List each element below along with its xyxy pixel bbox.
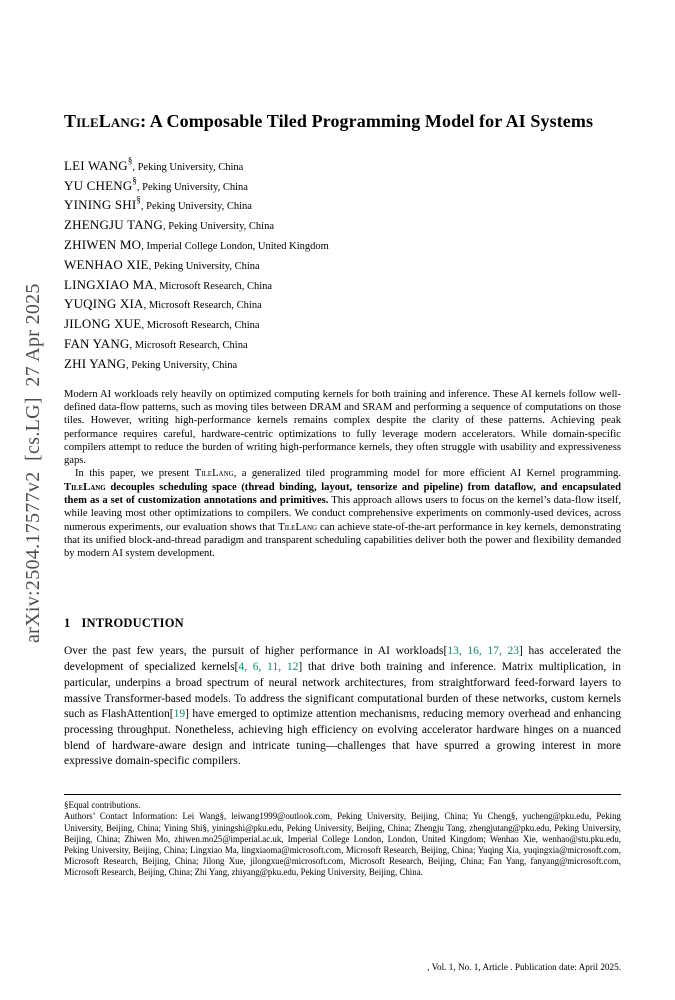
- author-mark: §: [132, 175, 137, 186]
- author-name: WENHAO XIE: [64, 256, 149, 272]
- author-row: [64, 196, 621, 216]
- tilelang-brand: TileLang: [278, 521, 318, 533]
- author-affiliation: , Microsoft Research, China: [153, 280, 273, 292]
- introduction-paragraph: [64, 644, 621, 770]
- author-row: [64, 315, 621, 335]
- text-run: ] have emerged to optimize attention mechanisms, reducing memory overhead and enhancing processing throughput. Nonetheless, achieving high efficiency on evolving accelerator hardware hinges on a nuanced blend of hardware-aware design and intricate tuning—challenges that have spurred a growing interest in more expressive domain-specific compilers.: [64, 708, 621, 768]
- abstract: [64, 388, 621, 561]
- paper-content: [64, 0, 621, 879]
- author-affiliation: , Peking University, China: [126, 359, 238, 371]
- author-name: YUQING XIA: [64, 296, 144, 312]
- text-run-bold: decouples scheduling space (thread binding, layout, tensorize and pipeline) from dataflow, and encapsulated them as a set of customization annotations and primitives.: [64, 481, 621, 506]
- author-name: LINGXIAO MA: [64, 276, 154, 292]
- author-row: [64, 177, 621, 197]
- citation-link[interactable]: 19: [173, 708, 186, 721]
- author-row: [64, 157, 621, 177]
- author-name: JILONG XUE: [64, 316, 142, 332]
- text-run: , a generalized tiled programming model for more efficient AI Kernel programming.: [233, 468, 621, 480]
- author-affiliation: , Microsoft Research, China: [143, 300, 262, 312]
- author-affiliation: , Peking University, China: [162, 221, 275, 233]
- author-row: [64, 295, 621, 315]
- citation-link[interactable]: 13, 16, 17, 23: [447, 645, 520, 658]
- text-run: This approach allows users to focus on the kernel’s data-flow itself, while leaving most other optimizations to compilers. We conduct comprehensive experiments on commonly-used devices, across numerous experiments, our evaluation shows that: [64, 495, 621, 533]
- section-heading-introduction: [64, 616, 621, 631]
- citation-link[interactable]: 4, 6, 11, 12: [238, 661, 299, 674]
- author-name: YINING SHI: [64, 197, 137, 213]
- author-name: YU CHENG: [64, 177, 133, 193]
- paper-title: [64, 110, 621, 133]
- abstract-paragraph-1: Modern AI workloads rely heavily on optimized computing kernels for both training and inference. These AI kernels follow well-defined data-flow patterns, such as moving tiles between DRAM and SRAM and performing a sequence of computations on those tiles. However, writing high-performance kernels remains complex despite the clarity of these patterns. Achieving peak performance requires careful, hardware-centric optimizations to fully leverage modern accelerators. While domain-specific compilers attempt to reduce the burden of writing high-performance kernels, they often struggle with usability and expressiveness gaps.: [64, 388, 621, 467]
- text-run: ] has accelerated the development of specialized kernels[: [64, 645, 621, 674]
- author-name: FAN YANG: [64, 336, 130, 352]
- text-run: can achieve state-of-the-art performance in key kernels, demonstrating that its unified block-and-thread paradigm and transparent scheduling capabilities deliver both the power and flexibility demanded by modern AI system development.: [64, 521, 622, 560]
- author-row: [64, 236, 621, 256]
- author-row: [64, 216, 621, 236]
- author-row: [64, 256, 621, 276]
- authors-contact-info: Authors’ Contact Information: Lei Wang§, leiwang1999@outlook.com, Peking University, Beijing, China; Yu Cheng§, yucheng@pku.edu, Peking University, Beijing, China; Yining Shi§, yiningshi@pku.edu, Peking University, Beijing, China; Zhengju Tang, zhengjutang@pku.edu, Peking University, Beijing, China; Zhiwen Mo, zhiwen.mo25@imperial.ac.uk, Imperial College London, London, United Kingdom; Wenhao Xie, wenhao@stu.pku.edu, Peking University, Beijing, China; Lingxiao Ma, lingxiaoma@microsoft.com, Microsoft Research, Beijing, China; Yuqing Xia, yuqingxia@microsoft.com, Microsoft Research, Beijing, China; Jilong Xue, jilongxue@microsoft.com, Microsoft Research, Beijing, China; Fan Yang, fanyang@microsoft.com, Microsoft Research, Beijing, China; Zhi Yang, zhiyang@pku.edu, Peking University, Beijing, China.: [64, 811, 621, 878]
- author-affiliation: , Peking University, China: [140, 201, 252, 213]
- text-run: In this paper, we present: [75, 468, 195, 480]
- section-number: 1: [64, 616, 71, 631]
- author-affiliation: , Peking University, China: [136, 181, 248, 193]
- author-row: [64, 335, 621, 355]
- title-brand: TileLang: [64, 111, 141, 131]
- author-name: LEI WANG: [64, 157, 128, 173]
- author-name: ZHI YANG: [64, 355, 127, 371]
- author-affiliation: , Imperial College London, United Kingdom: [141, 241, 329, 253]
- author-affiliation: , Peking University, China: [148, 260, 260, 272]
- text-run: Over the past few years, the pursuit of higher performance in AI workloads[: [64, 645, 448, 658]
- text-run: ] that drive both training and inference. Matrix multiplication, in particular, underpins a broad spectrum of neural network architectures, from straightforward feed-forward layers to massive Transformer-based models. To address the significant computational burden of these networks, custom kernels such as FlashAttention[: [64, 661, 621, 721]
- author-row: [64, 355, 621, 375]
- author-name: ZHIWEN MO: [64, 237, 142, 253]
- arxiv-watermark: arXiv:2504.17577v2 [cs.LG] 27 Apr 2025: [22, 283, 44, 643]
- author-name: ZHENGJU TANG: [64, 217, 163, 233]
- tilelang-brand: TileLang: [64, 481, 106, 493]
- author-affiliation: , Peking University, China: [132, 161, 244, 173]
- journal-footer: , Vol. 1, No. 1, Article . Publication date: April 2025.: [427, 962, 621, 972]
- title-rest: : A Composable Tiled Programming Model for AI Systems: [140, 111, 594, 131]
- author-mark: §: [136, 195, 141, 206]
- equal-contribution-note: §Equal contributions.: [64, 800, 141, 811]
- author-affiliation: , Microsoft Research, China: [141, 320, 260, 332]
- author-row: [64, 276, 621, 296]
- tilelang-brand: TileLang: [194, 468, 234, 480]
- footnotes: [64, 800, 621, 878]
- abstract-paragraph-2: [64, 467, 621, 560]
- author-list: [64, 157, 621, 375]
- section-title: INTRODUCTION: [81, 616, 184, 631]
- author-affiliation: , Microsoft Research, China: [129, 340, 248, 352]
- author-mark: §: [127, 155, 133, 166]
- footnote-divider: [64, 794, 621, 795]
